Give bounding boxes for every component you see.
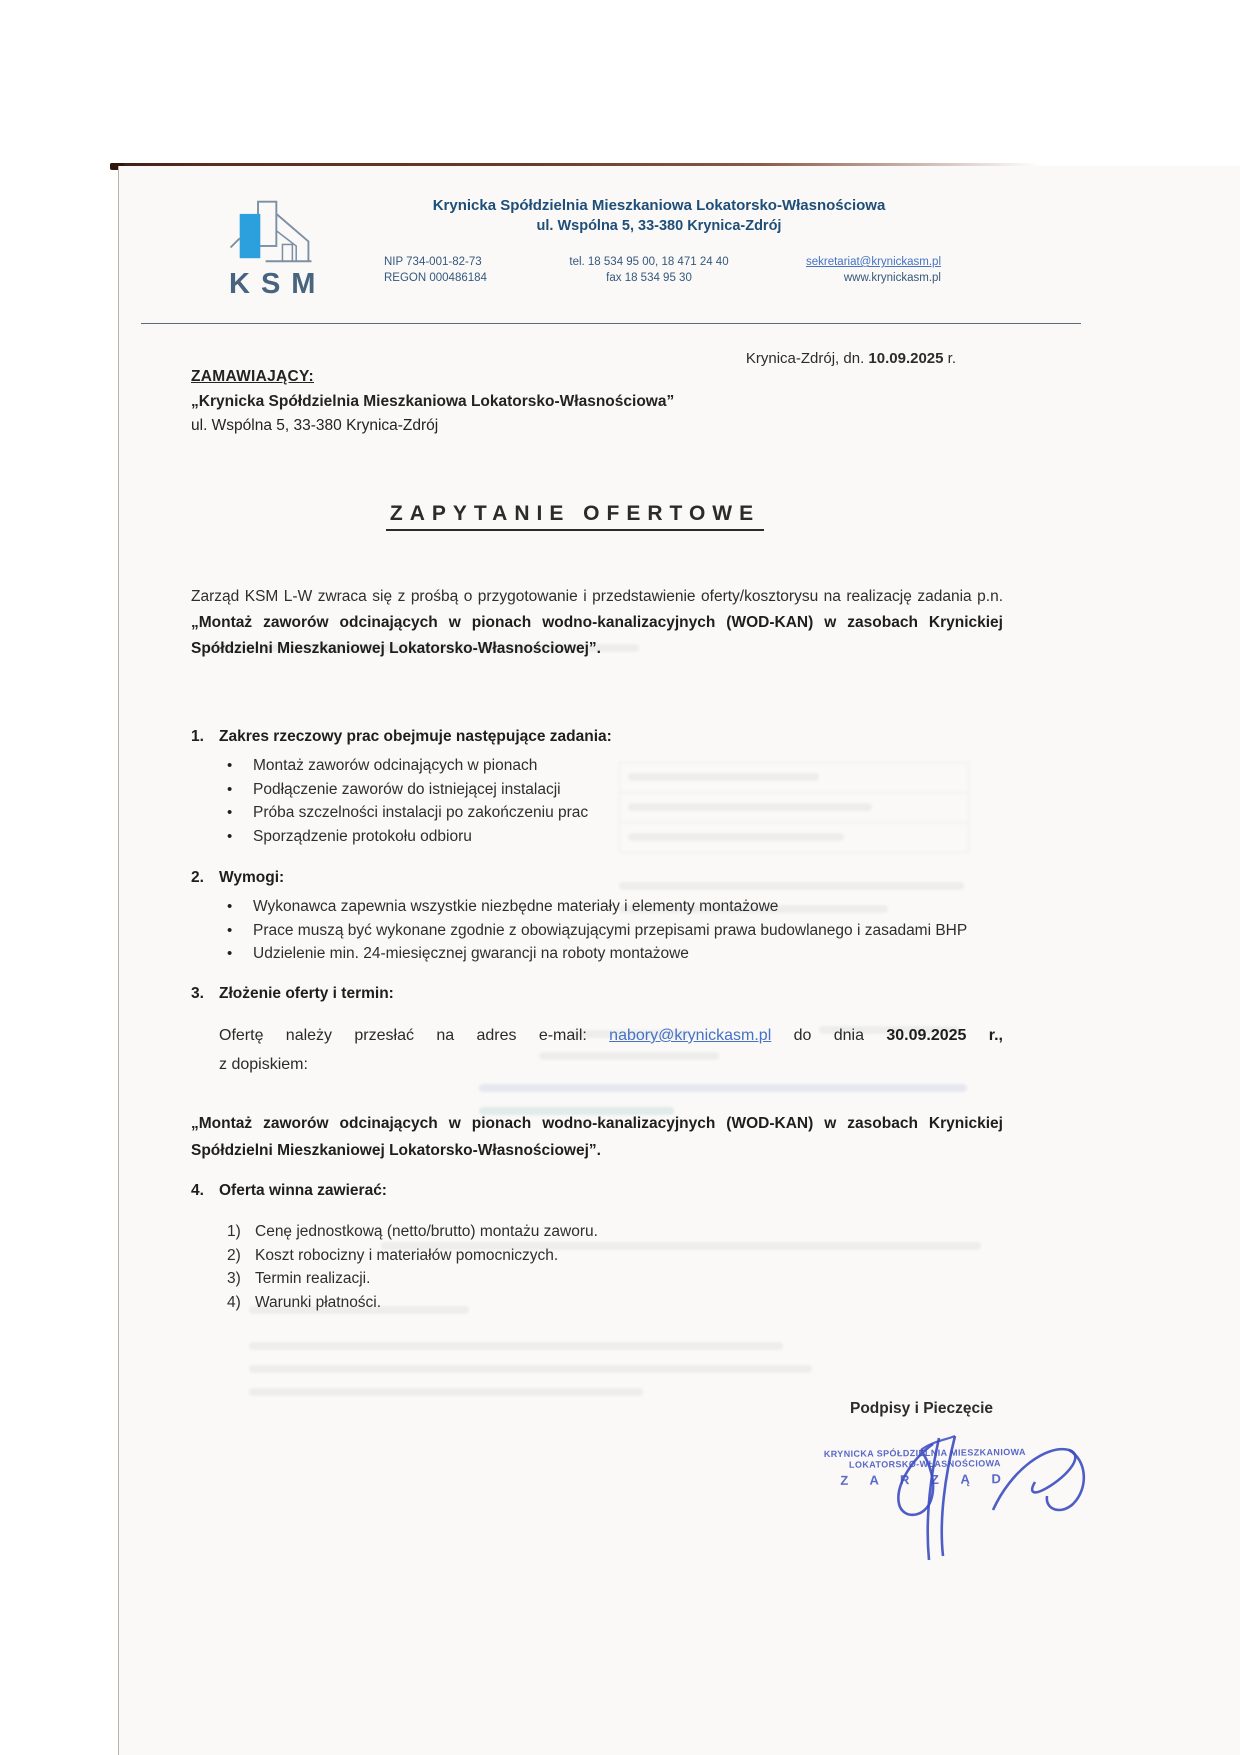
org-address: ul. Wspólna 5, 33-380 Krynica-Zdrój (536, 218, 782, 234)
date-line: Krynica-Zdrój, dn. 10.09.2025 r. (745, 350, 956, 367)
offer-deadline: 30.09.2025 (886, 1027, 967, 1044)
offer-instruction-line2: z dopiskiem: (219, 1056, 308, 1073)
signatures-caption: Podpisy i Pieczęcie (849, 1400, 993, 1417)
bullet-item: • Podłączenie zaworów do istniejącej instalacji (227, 778, 588, 802)
stamp-line-2: LOKATORSKO-WŁASNOŚCIOWA (848, 1458, 1001, 1470)
website-link[interactable]: www.krynickasm.pl (843, 272, 941, 284)
document-title: ZAPYTANIE OFERTOWE (179, 502, 971, 531)
offer-email-link[interactable]: nabory@krynickasm.pl (609, 1027, 772, 1044)
bullet-item: • Prace muszą być wykonane zgodnie z obowiązującymi przepisami prawa budowlanego i zasadami BHP (227, 919, 967, 943)
offer-item: 2) Koszt robocizny i materiałów pomocniczych. (227, 1246, 559, 1264)
nip-text: NIP 734-001-82-73 (384, 256, 482, 268)
offer-item: 3) Termin realizacji. (227, 1270, 371, 1287)
bullet-item: • Próba szczelności instalacji po zakończeniu prac (227, 801, 588, 825)
bullet-item: • Udzielenie min. 24-miesięcznej gwarancji na roboty montażowe (227, 942, 967, 966)
orderer-address: ul. Wspólna 5, 33-380 Krynica-Zdrój (191, 417, 439, 434)
stamp-line-1: KRYNICKA SPÓŁDZIELNIA MIESZKANIOWA (823, 1446, 1026, 1460)
offer-instruction: Ofertę należy przesłać na adres e-mail: nabory@krynickasm.pl do dnia 30.09.2025 r., (219, 1027, 1003, 1044)
section-1-heading: 1. Zakres rzeczowy prac obejmuje następujące zadania: (191, 728, 612, 745)
date-value: 10.09.2025 (868, 350, 944, 367)
ksm-logo (221, 200, 327, 301)
orderer-name: „Krynicka Spółdzielnia Mieszkaniowa Lokatorsko-Własnościowa” (191, 393, 675, 410)
section-2-heading: 2. Wymogi: (191, 869, 285, 886)
regon-text: REGON 000486184 (384, 272, 487, 284)
stamp-line-3: Z A R Z Ą D (840, 1471, 1010, 1488)
orderer-label: ZAMAWIAJĄCY: (191, 368, 314, 385)
bullet-item: • Sporządzenie protokołu odbioru (227, 825, 588, 849)
fax-text: fax 18 534 95 30 (606, 272, 692, 284)
offer-item: 1) Cenę jednostkową (netto/brutto) montażu zaworu. (227, 1223, 598, 1240)
bullet-item: • Wykonawca zapewnia wszystkie niezbędne materiały i elementy montażowe (227, 895, 967, 919)
document-page (118, 166, 1240, 1755)
board-stamp (813, 1447, 1037, 1488)
ghost-bleed-paragraph (249, 1306, 829, 1411)
section-4-heading: 4. Oferta winna zawierać: (191, 1182, 387, 1199)
intro-paragraph: Zarząd KSM L-W zwraca się z prośbą o przygotowanie i przedstawienie oferty/kosztorysu na realizację zadania p.n. „Montaż zaworów odcinających w pionach wodno-kanalizacyjnych (WOD-KAN) w zasobach Krynickiej Spółdzielni Mieszkaniowej Lokatorsko-Własnościowej”. (191, 587, 1003, 657)
letterhead-divider (141, 323, 1081, 324)
bullet-item: • Montaż zaworów odcinających w pionach (227, 754, 588, 778)
ghost-bleed-table (619, 762, 969, 853)
section-3-heading: 3. Złożenie oferty i termin: (191, 985, 394, 1002)
offer-item: 4) Warunki płatności. (227, 1293, 382, 1311)
tel-text: tel. 18 534 95 00, 18 471 24 40 (569, 256, 729, 268)
task-name: „Montaż zaworów odcinających w pionach wodno-kanalizacyjnych (WOD-KAN) w zasobach Krynickiej Spółdzielni Mieszkaniowej Lokatorsko-Własnościowej”. (191, 613, 1003, 657)
task-name-paragraph: „Montaż zaworów odcinających w pionach wodno-kanalizacyjnych (WOD-KAN) w zasobach Krynickiej Spółdzielni Mieszkaniowej Lokatorsko-Własnościowej”. (191, 1114, 1003, 1159)
secretariat-email-link[interactable]: sekretariat@krynickasm.pl (805, 256, 941, 268)
logo-text: KSM (229, 268, 327, 300)
org-name: Krynicka Spółdzielnia Mieszkaniowa Lokatorsko-Własnościowa (432, 197, 886, 214)
ksm-house-icon (221, 200, 321, 266)
